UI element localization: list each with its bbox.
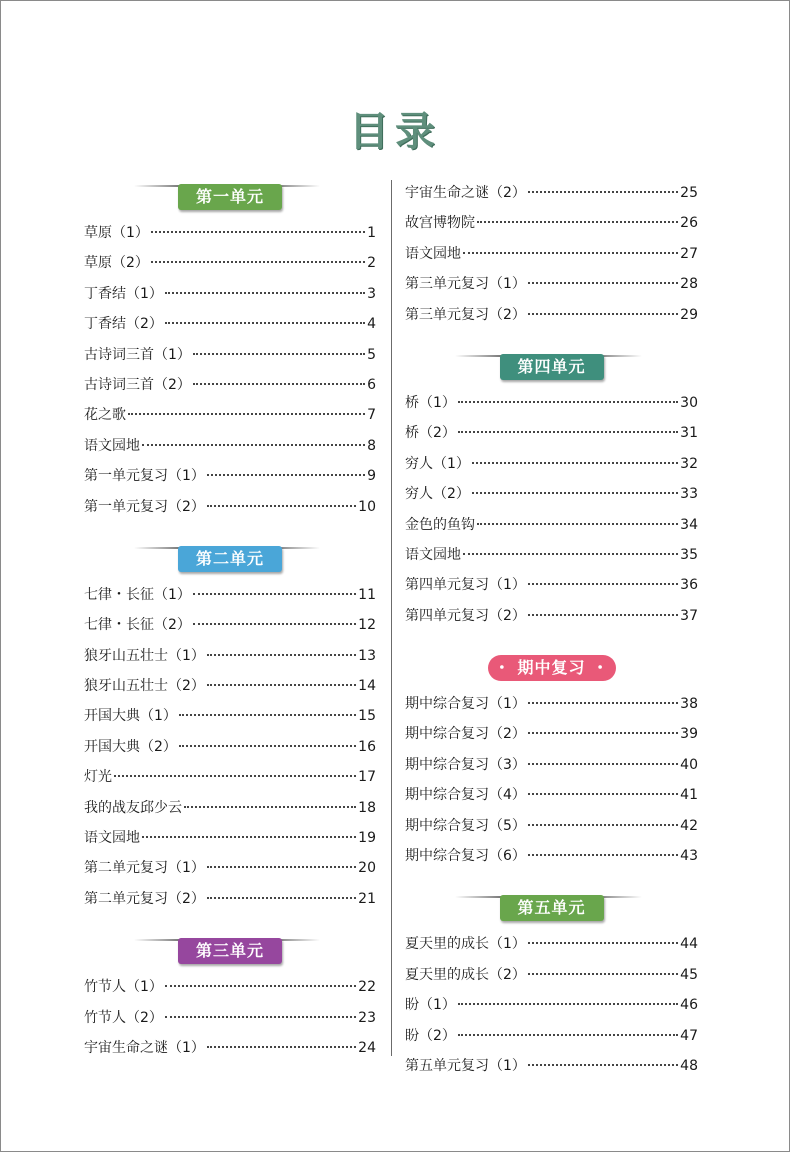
toc-entry[interactable] [84, 404, 376, 434]
toc-leader-dots [114, 775, 356, 777]
toc-entry-title: 七律・长征（1） [84, 586, 191, 603]
toc-leader-dots [528, 824, 678, 826]
toc-leader-dots [528, 282, 678, 284]
toc-entry-page: 42 [680, 817, 698, 834]
toc-entry[interactable] [84, 675, 376, 705]
toc-entry-page: 33 [680, 486, 698, 503]
toc-entry-page: 27 [680, 245, 698, 262]
toc-leader-dots [528, 702, 678, 704]
toc-entry-title: 宇宙生命之谜（1） [84, 1039, 205, 1056]
toc-entry-title: 第三单元复习（1） [405, 276, 526, 293]
toc-entry-page: 39 [680, 726, 698, 743]
toc-entry-page: 43 [680, 848, 698, 865]
toc-leader-dots [193, 383, 365, 385]
toc-entry-page: 13 [358, 647, 376, 664]
toc-entry-page: 31 [680, 425, 698, 442]
toc-leader-dots [165, 1016, 356, 1018]
section-gap [84, 526, 376, 544]
toc-entry-title: 第二单元复习（2） [84, 890, 205, 907]
toc-entry-title: 第五单元复习（1） [405, 1057, 526, 1074]
toc-entry-page: 46 [680, 997, 698, 1014]
toc-entry-page: 40 [680, 756, 698, 773]
toc-entry[interactable] [84, 1007, 376, 1037]
toc-entry[interactable] [84, 827, 376, 857]
toc-entry-title: 狼牙山五壮士（2） [84, 678, 205, 695]
toc-entry-page: 18 [358, 799, 376, 816]
toc-entry[interactable] [405, 845, 698, 875]
toc-entry-page: 37 [680, 607, 698, 624]
toc-leader-dots [528, 793, 678, 795]
toc-section-continued [405, 182, 698, 334]
toc-leader-dots [151, 231, 365, 233]
toc-leader-dots [207, 684, 356, 686]
toc-entry-page: 12 [358, 617, 376, 634]
toc-entry-title: 盼（2） [405, 1027, 456, 1044]
toc-entry[interactable] [84, 976, 376, 1006]
toc-leader-dots [528, 614, 678, 616]
toc-entry[interactable] [84, 766, 376, 796]
toc-section [84, 182, 376, 526]
toc-leader-dots [193, 623, 356, 625]
toc-leader-dots [128, 413, 365, 415]
toc-entry-page: 11 [358, 586, 376, 603]
toc-entry[interactable] [405, 182, 698, 212]
toc-entry-page: 30 [680, 394, 698, 411]
section-gap [84, 918, 376, 936]
toc-entry-page: 7 [367, 407, 376, 424]
toc-entry[interactable] [84, 496, 376, 526]
toc-entry[interactable] [84, 736, 376, 766]
toc-leader-dots [528, 191, 678, 193]
toc-entry[interactable] [405, 1025, 698, 1055]
toc-entry-title: 桥（2） [405, 425, 456, 442]
toc-entry[interactable] [405, 483, 698, 513]
toc-leader-dots [458, 401, 678, 403]
unit-heading: 第五单元 [500, 895, 604, 921]
toc-entry-page: 35 [680, 546, 698, 563]
toc-leader-dots [477, 221, 678, 223]
toc-leader-dots [165, 985, 356, 987]
toc-leader-dots [193, 593, 356, 595]
toc-entry-page: 45 [680, 966, 698, 983]
toc-entry-title: 期中综合复习（1） [405, 696, 526, 713]
toc-entry-title: 期中综合复习（4） [405, 787, 526, 804]
toc-entry-title: 灯光 [84, 769, 112, 786]
toc-entry-title: 七律・长征（2） [84, 617, 191, 634]
toc-leader-dots [207, 866, 356, 868]
toc-entry-page: 21 [358, 890, 376, 907]
toc-entry-title: 开国大典（2） [84, 738, 177, 755]
toc-leader-dots [184, 806, 356, 808]
toc-entry-page: 3 [367, 285, 376, 302]
toc-leader-dots [142, 836, 356, 838]
toc-entry-page: 5 [367, 346, 376, 363]
toc-entry[interactable] [405, 784, 698, 814]
toc-leader-dots [458, 1003, 678, 1005]
toc-entry-title: 金色的鱼钩 [405, 516, 475, 533]
toc-leader-dots [179, 714, 356, 716]
toc-entry[interactable] [84, 435, 376, 465]
unit-heading: 第四单元 [500, 354, 604, 380]
toc-entry[interactable] [405, 453, 698, 483]
section-gap [405, 875, 698, 893]
toc-entry[interactable] [405, 723, 698, 753]
toc-leader-dots [463, 252, 678, 254]
toc-entry[interactable] [84, 645, 376, 675]
toc-entry-title: 语文园地 [84, 437, 140, 454]
toc-leader-dots [165, 292, 365, 294]
toc-leader-dots [528, 313, 678, 315]
toc-entry-page: 47 [680, 1027, 698, 1044]
toc-entry-title: 古诗词三首（1） [84, 346, 191, 363]
toc-entry[interactable] [84, 283, 376, 313]
toc-entry[interactable] [84, 797, 376, 827]
toc-entry-page: 17 [358, 769, 376, 786]
toc-entry-title: 夏天里的成长（1） [405, 936, 526, 953]
toc-entry-title: 夏天里的成长（2） [405, 966, 526, 983]
toc-entry[interactable] [405, 304, 698, 334]
toc-entry-page: 34 [680, 516, 698, 533]
toc-entry[interactable] [405, 544, 698, 574]
toc-leader-dots [165, 322, 365, 324]
toc-entry-page: 26 [680, 215, 698, 232]
section-gap [405, 334, 698, 352]
toc-entry[interactable] [405, 273, 698, 303]
toc-entry-title: 宇宙生命之谜（2） [405, 185, 526, 201]
toc-leader-dots [179, 745, 356, 747]
toc-entry[interactable] [84, 313, 376, 343]
unit-heading: 第一单元 [178, 184, 282, 210]
toc-entry[interactable] [405, 815, 698, 845]
toc-entry-title: 第一单元复习（1） [84, 468, 205, 485]
toc-entry[interactable] [405, 1055, 698, 1085]
toc-entry-page: 36 [680, 577, 698, 594]
toc-leader-dots [528, 942, 678, 944]
toc-leader-dots [207, 1046, 356, 1048]
toc-entry[interactable] [84, 705, 376, 735]
toc-entry-page: 6 [367, 376, 376, 393]
toc-entry-title: 期中综合复习（3） [405, 756, 526, 773]
toc-entry-title: 草原（2） [84, 255, 149, 272]
toc-entry[interactable] [84, 344, 376, 374]
toc-entry-page: 32 [680, 455, 698, 472]
toc-entry[interactable] [405, 994, 698, 1024]
toc-entry[interactable] [84, 857, 376, 887]
toc-entry-title: 草原（1） [84, 225, 149, 241]
toc-entry-page: 1 [367, 225, 376, 241]
toc-entry-title: 期中综合复习（2） [405, 726, 526, 743]
toc-leader-dots [528, 1064, 678, 1066]
toc-leader-dots [528, 732, 678, 734]
unit-banner [84, 544, 376, 574]
toc-leader-dots [207, 474, 365, 476]
toc-section [84, 544, 376, 918]
toc-leader-dots [207, 654, 356, 656]
toc-entry-page: 25 [680, 185, 698, 201]
toc-entry[interactable] [405, 212, 698, 242]
toc-entry-title: 第二单元复习（1） [84, 860, 205, 877]
toc-entry-title: 语文园地 [405, 245, 461, 262]
unit-banner [84, 182, 376, 212]
toc-section [84, 936, 376, 1067]
toc-entry[interactable] [84, 374, 376, 404]
unit-banner [405, 352, 698, 382]
toc-entry-page: 44 [680, 936, 698, 953]
toc-entry-title: 期中综合复习（5） [405, 817, 526, 834]
toc-entry[interactable] [405, 574, 698, 604]
toc-entry-title: 故宫博物院 [405, 215, 475, 232]
toc-entry-page: 22 [358, 979, 376, 996]
toc-right-column [405, 182, 698, 1085]
toc-entry-page: 48 [680, 1057, 698, 1074]
toc-entry-page: 9 [367, 468, 376, 485]
toc-section [405, 352, 698, 635]
toc-leader-dots [472, 492, 678, 494]
toc-entry[interactable] [84, 252, 376, 282]
toc-entry-title: 第三单元复习（2） [405, 306, 526, 323]
toc-entry[interactable] [405, 754, 698, 784]
toc-entry[interactable] [405, 693, 698, 723]
toc-entry[interactable] [84, 222, 376, 252]
toc-entry-title: 竹节人（1） [84, 979, 163, 996]
toc-entry[interactable] [405, 514, 698, 544]
toc-entry-page: 15 [358, 708, 376, 725]
toc-entry-title: 花之歌 [84, 407, 126, 424]
toc-leader-dots [151, 261, 365, 263]
toc-entry-title: 开国大典（1） [84, 708, 177, 725]
toc-entry-title: 穷人（2） [405, 486, 470, 503]
toc-entry-title: 穷人（1） [405, 455, 470, 472]
toc-entry-title: 第四单元复习（2） [405, 607, 526, 624]
toc-entry-title: 丁香结（2） [84, 316, 163, 333]
toc-entry-title: 古诗词三首（2） [84, 376, 191, 393]
toc-leader-dots [142, 444, 365, 446]
toc-leader-dots [458, 1034, 678, 1036]
section-gap [405, 635, 698, 653]
toc-entry-page: 10 [358, 498, 376, 515]
toc-entry-page: 38 [680, 696, 698, 713]
toc-entry[interactable] [405, 605, 698, 635]
toc-entry[interactable] [84, 465, 376, 495]
toc-leader-dots [528, 854, 678, 856]
toc-entry[interactable] [405, 964, 698, 994]
unit-banner [405, 653, 698, 683]
column-divider [391, 180, 392, 1056]
toc-entry-page: 2 [367, 255, 376, 272]
toc-entry-title: 第四单元复习（1） [405, 577, 526, 594]
toc-entry-page: 41 [680, 787, 698, 804]
toc-entry-page: 20 [358, 860, 376, 877]
toc-entry-title: 语文园地 [405, 546, 461, 563]
unit-banner [405, 893, 698, 923]
toc-entry-title: 桥（1） [405, 394, 456, 411]
toc-section [405, 653, 698, 875]
toc-entry[interactable] [405, 392, 698, 422]
toc-leader-dots [193, 353, 365, 355]
toc-entry-title: 语文园地 [84, 830, 140, 847]
toc-left-column [84, 182, 376, 1067]
toc-entry[interactable] [84, 1037, 376, 1067]
unit-heading: 第三单元 [178, 938, 282, 964]
toc-leader-dots [458, 431, 678, 433]
toc-entry-title: 期中综合复习（6） [405, 848, 526, 865]
toc-section [405, 893, 698, 1085]
toc-entry-title: 竹节人（2） [84, 1009, 163, 1026]
toc-entry-title: 第一单元复习（2） [84, 498, 205, 515]
toc-leader-dots [207, 505, 356, 507]
toc-entry-page: 29 [680, 306, 698, 323]
toc-entry-title: 狼牙山五壮士（1） [84, 647, 205, 664]
toc-leader-dots [477, 523, 678, 525]
toc-entry-page: 16 [358, 738, 376, 755]
toc-entry[interactable] [84, 584, 376, 614]
toc-entry-page: 8 [367, 437, 376, 454]
toc-entry[interactable] [405, 422, 698, 452]
toc-entry[interactable] [405, 933, 698, 963]
toc-leader-dots [528, 763, 678, 765]
toc-entry[interactable] [84, 888, 376, 918]
toc-leader-dots [463, 553, 678, 555]
toc-entry-title: 我的战友邱少云 [84, 799, 182, 816]
toc-entry[interactable] [84, 614, 376, 644]
toc-leader-dots [528, 583, 678, 585]
toc-entry[interactable] [405, 243, 698, 273]
toc-leader-dots [472, 462, 678, 464]
unit-banner [84, 936, 376, 966]
toc-leader-dots [207, 897, 356, 899]
unit-heading: 第二单元 [178, 546, 282, 572]
toc-leader-dots [528, 973, 678, 975]
toc-entry-title: 盼（1） [405, 997, 456, 1014]
toc-entry-page: 28 [680, 276, 698, 293]
toc-entry-title: 丁香结（1） [84, 285, 163, 302]
toc-entry-page: 19 [358, 830, 376, 847]
toc-entry-page: 4 [367, 316, 376, 333]
toc-entry-page: 23 [358, 1009, 376, 1026]
page-title: 目录 [349, 109, 441, 155]
toc-entry-page: 24 [358, 1039, 376, 1056]
unit-heading: ・ 期中复习 ・ [488, 655, 616, 681]
toc-entry-page: 14 [358, 678, 376, 695]
